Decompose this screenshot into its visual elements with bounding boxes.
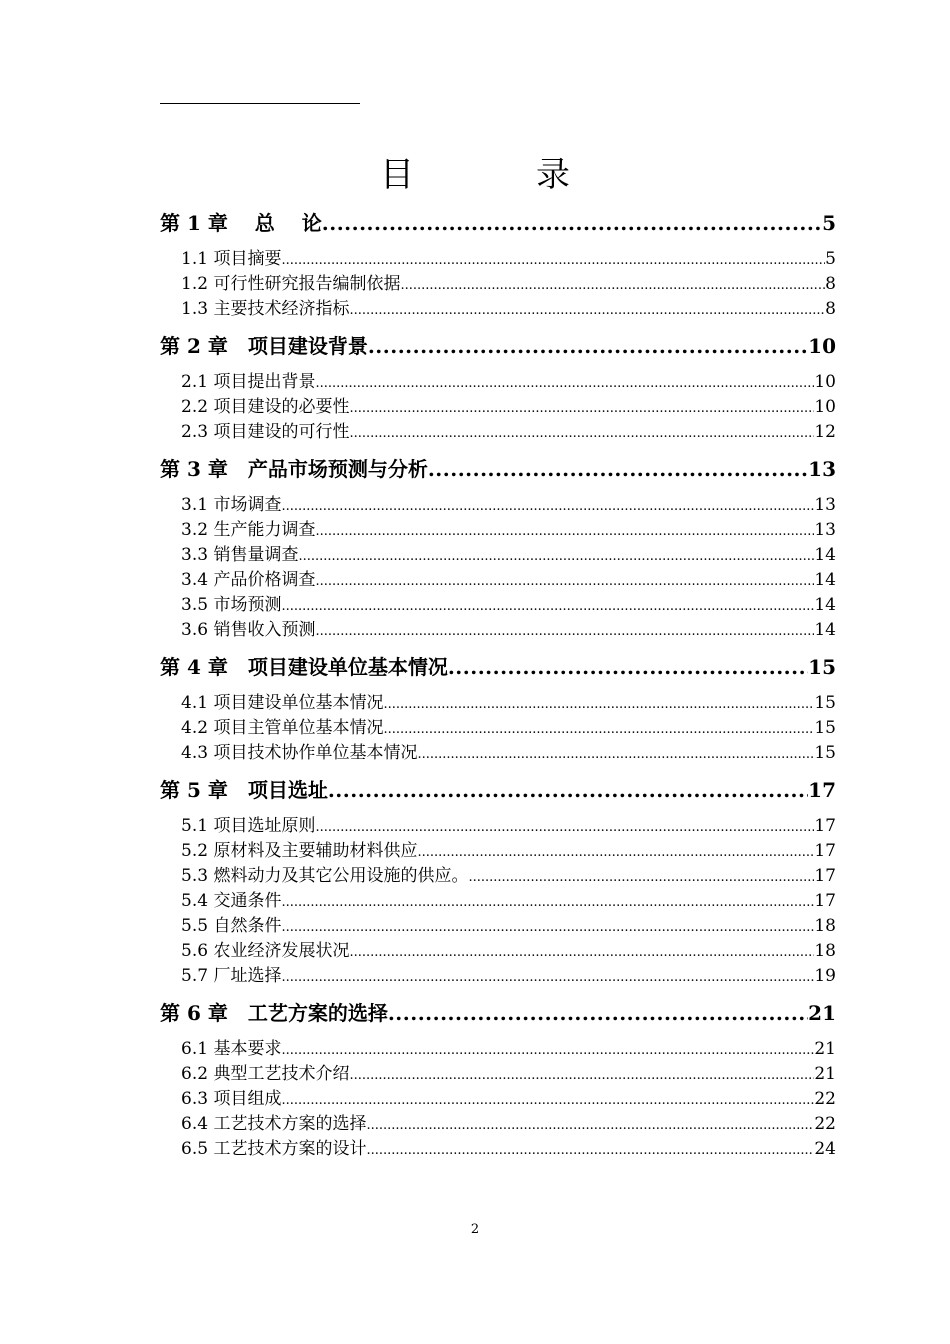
chapter-page-number: 13 — [808, 457, 836, 481]
section-page-number: 22 — [814, 1089, 836, 1109]
toc-section-entry[interactable] — [160, 593, 836, 618]
toc-section-entry[interactable] — [160, 518, 836, 543]
toc-section-entry[interactable] — [160, 964, 836, 989]
section-title: 3.6 销售收入预测 — [181, 620, 316, 640]
toc-section-entry[interactable] — [160, 493, 836, 518]
page-number: 2 — [470, 1222, 480, 1237]
section-page-number: 17 — [814, 866, 836, 886]
dot-leader — [366, 1113, 814, 1138]
toc-section-entry[interactable] — [160, 247, 836, 272]
section-title: 3.5 市场预测 — [181, 595, 282, 615]
dot-leader — [281, 915, 814, 940]
section-title: 5.1 项目选址原则 — [181, 816, 316, 836]
dot-leader — [281, 965, 814, 990]
dot-leader — [428, 451, 808, 487]
toc-section-entry[interactable] — [160, 370, 836, 395]
dot-leader — [322, 205, 822, 241]
dot-leader — [315, 519, 814, 544]
dot-leader — [349, 421, 814, 446]
section-page-number: 15 — [814, 693, 836, 713]
dot-leader — [349, 396, 814, 421]
section-title: 6.4 工艺技术方案的选择 — [181, 1114, 367, 1134]
section-page-number: 18 — [814, 916, 836, 936]
toc-section-entry[interactable] — [160, 1112, 836, 1137]
dot-leader — [281, 594, 814, 619]
dot-leader — [315, 815, 814, 840]
toc-section-entry[interactable] — [160, 1062, 836, 1087]
chapter-title: 第 2 章 项目建设背景 — [160, 334, 368, 358]
section-page-number: 14 — [814, 620, 836, 640]
section-title: 5.5 自然条件 — [181, 916, 282, 936]
toc-chapter-entry[interactable] — [160, 205, 836, 241]
section-title: 3.2 生产能力调查 — [181, 520, 316, 540]
section-page-number: 22 — [814, 1114, 836, 1134]
dot-leader — [281, 890, 814, 915]
section-title: 1.1 项目摘要 — [181, 249, 282, 269]
section-title: 5.6 农业经济发展状况 — [181, 941, 350, 961]
chapter-page-number: 10 — [808, 334, 836, 358]
dot-leader — [281, 248, 825, 273]
section-page-number: 13 — [814, 520, 836, 540]
section-page-number: 8 — [825, 299, 836, 319]
dot-leader — [315, 619, 814, 644]
toc-section-entry[interactable] — [160, 864, 836, 889]
toc-section-entry[interactable] — [160, 1137, 836, 1162]
chapter-page-number: 15 — [808, 655, 836, 679]
toc-section-entry[interactable] — [160, 839, 836, 864]
toc-chapter-entry[interactable] — [160, 772, 836, 808]
section-page-number: 18 — [814, 941, 836, 961]
chapter-page-number: 21 — [808, 1001, 836, 1025]
toc-section-entry[interactable] — [160, 716, 836, 741]
toc-section-entry[interactable] — [160, 814, 836, 839]
section-title: 4.2 项目主管单位基本情况 — [181, 718, 384, 738]
dot-leader — [315, 371, 814, 396]
section-title: 1.3 主要技术经济指标 — [181, 299, 350, 319]
section-page-number: 8 — [825, 274, 836, 294]
dot-leader — [417, 840, 814, 865]
dot-leader — [417, 742, 814, 767]
toc-chapter-entry[interactable] — [160, 451, 836, 487]
toc-section-entry[interactable] — [160, 297, 836, 322]
dot-leader — [383, 717, 814, 742]
section-page-number: 17 — [814, 891, 836, 911]
dot-leader — [281, 494, 814, 519]
section-title: 3.1 市场调查 — [181, 495, 282, 515]
toc-section-entry[interactable] — [160, 914, 836, 939]
toc-section-entry[interactable] — [160, 543, 836, 568]
section-title: 3.3 销售量调查 — [181, 545, 299, 565]
toc-section-entry[interactable] — [160, 1037, 836, 1062]
dot-leader — [281, 1088, 814, 1113]
chapter-page-number: 5 — [822, 211, 836, 235]
section-title: 6.5 工艺技术方案的设计 — [181, 1139, 367, 1159]
toc-section-entry[interactable] — [160, 939, 836, 964]
section-title: 2.2 项目建设的必要性 — [181, 397, 350, 417]
section-page-number: 14 — [814, 545, 836, 565]
section-page-number: 10 — [814, 372, 836, 392]
toc-section-entry[interactable] — [160, 741, 836, 766]
dot-leader — [388, 995, 808, 1031]
section-title: 6.2 典型工艺技术介绍 — [181, 1064, 350, 1084]
dot-leader — [328, 772, 808, 808]
section-title: 3.4 产品价格调查 — [181, 570, 316, 590]
chapter-page-number: 17 — [808, 778, 836, 802]
section-title: 6.3 项目组成 — [181, 1089, 282, 1109]
dot-leader — [349, 1063, 814, 1088]
section-title: 5.2 原材料及主要辅助材料供应 — [181, 841, 418, 861]
section-page-number: 12 — [814, 422, 836, 442]
section-title: 4.1 项目建设单位基本情况 — [181, 693, 384, 713]
section-page-number: 17 — [814, 841, 836, 861]
dot-leader — [349, 940, 814, 965]
toc-section-entry[interactable] — [160, 1087, 836, 1112]
toc-section-entry[interactable] — [160, 395, 836, 420]
section-title: 2.1 项目提出背景 — [181, 372, 316, 392]
section-page-number: 13 — [814, 495, 836, 515]
toc-section-entry[interactable] — [160, 420, 836, 445]
section-title: 1.2 可行性研究报告编制依据 — [181, 274, 401, 294]
section-page-number: 19 — [814, 966, 836, 986]
section-page-number: 14 — [814, 595, 836, 615]
chapter-title: 第 1 章 总 论 — [160, 211, 322, 235]
toc-section-entry[interactable] — [160, 618, 836, 643]
section-title: 4.3 项目技术协作单位基本情况 — [181, 743, 418, 763]
toc-section-entry[interactable] — [160, 568, 836, 593]
section-title: 6.1 基本要求 — [181, 1039, 282, 1059]
section-title: 5.4 交通条件 — [181, 891, 282, 911]
dot-leader — [368, 328, 808, 364]
dot-leader — [315, 569, 814, 594]
table-of-contents — [160, 205, 836, 1162]
chapter-title: 第 6 章 工艺方案的选择 — [160, 1001, 388, 1025]
section-page-number: 14 — [814, 570, 836, 590]
dot-leader — [298, 544, 814, 569]
section-page-number: 15 — [814, 718, 836, 738]
toc-chapter-entry[interactable] — [160, 649, 836, 685]
dot-leader — [468, 865, 814, 890]
dot-leader — [448, 649, 808, 685]
dot-leader — [400, 273, 825, 298]
section-title: 5.3 燃料动力及其它公用设施的供应。 — [181, 866, 469, 886]
chapter-title: 第 5 章 项目选址 — [160, 778, 328, 802]
section-title: 5.7 厂址选择 — [181, 966, 282, 986]
section-page-number: 21 — [814, 1039, 836, 1059]
section-page-number: 15 — [814, 743, 836, 763]
section-page-number: 5 — [825, 249, 836, 269]
toc-section-entry[interactable] — [160, 889, 836, 914]
chapter-title: 第 4 章 项目建设单位基本情况 — [160, 655, 448, 679]
dot-leader — [349, 298, 825, 323]
toc-section-entry[interactable] — [160, 691, 836, 716]
section-title: 2.3 项目建设的可行性 — [181, 422, 350, 442]
dot-leader — [383, 692, 814, 717]
toc-chapter-entry[interactable] — [160, 995, 836, 1031]
dot-leader — [366, 1138, 814, 1163]
section-page-number: 24 — [814, 1139, 836, 1159]
chapter-title: 第 3 章 产品市场预测与分析 — [160, 457, 428, 481]
dot-leader — [281, 1038, 814, 1063]
toc-section-entry[interactable] — [160, 272, 836, 297]
section-page-number: 21 — [814, 1064, 836, 1084]
toc-chapter-entry[interactable] — [160, 328, 836, 364]
section-page-number: 10 — [814, 397, 836, 417]
section-page-number: 17 — [814, 816, 836, 836]
toc-title: 目 录 — [380, 155, 614, 195]
header-rule — [160, 103, 360, 104]
